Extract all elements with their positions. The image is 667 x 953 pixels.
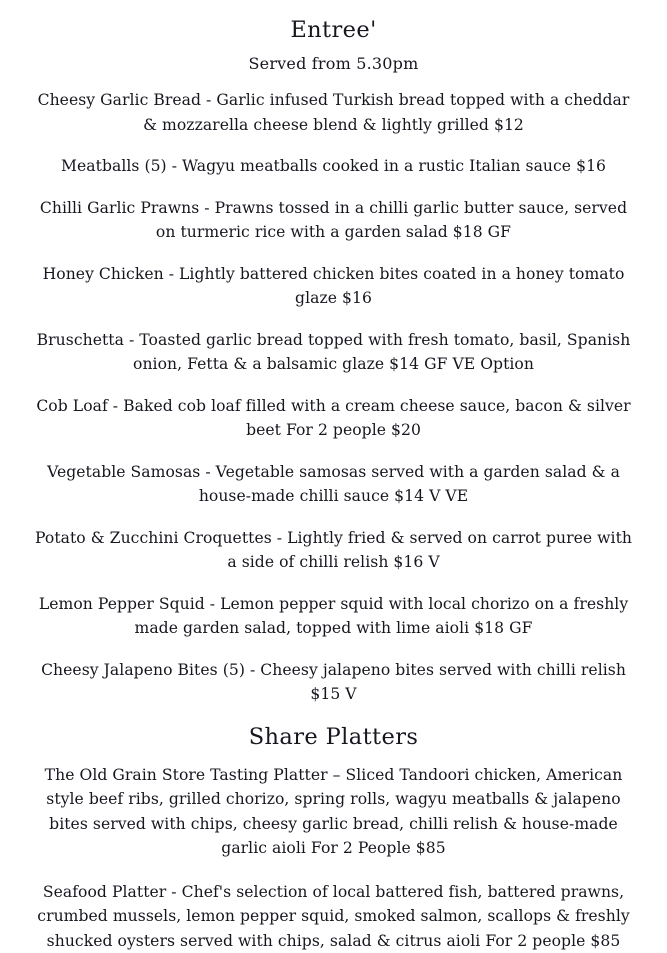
platter-item-old-grain-store-tasting-platter: The Old Grain Store Tasting Platter – Sliced Tandoori chicken, American style beef ribs, grilled chorizo, spring rolls, wagyu meatballs & jalapeno bites served with chips, cheesy garlic bread, chilli relish & house-made garlic aioli For 2 People $85: [22, 763, 645, 861]
platter-item-seafood-platter: Seafood Platter - Chef's selection of local battered fish, battered prawns, crumbed mussels, lemon pepper squid, smoked salmon, scallops & freshly shucked oysters served with chips, salad & citrus aioli For 2 people $85: [22, 880, 645, 953]
menu-item-cheesy-jalapeno-bites: Cheesy Jalapeno Bites (5) - Cheesy jalapeno bites served with chilli relish $15 V: [22, 658, 645, 707]
menu-item-cob-loaf: Cob Loaf - Baked cob loaf filled with a cream cheese sauce, bacon & silver beet For 2 people $20: [22, 394, 645, 443]
menu-item-meatballs: Meatballs (5) - Wagyu meatballs cooked in a rustic Italian sauce $16: [22, 154, 645, 179]
menu-item-vegetable-samosas: Vegetable Samosas - Vegetable samosas served with a garden salad & a house-made chilli sauce $14 V VE: [22, 460, 645, 509]
menu-item-cheesy-garlic-bread: Cheesy Garlic Bread - Garlic infused Turkish bread topped with a cheddar & mozzarella cheese blend & lightly grilled $12: [22, 88, 645, 137]
entree-section-title: Entree': [22, 16, 645, 44]
menu-item-potato-zucchini-croquettes: Potato & Zucchini Croquettes - Lightly fried & served on carrot puree with a side of chilli relish $16 V: [22, 526, 645, 575]
menu-item-bruschetta: Bruschetta - Toasted garlic bread topped with fresh tomato, basil, Spanish onion, Fetta & a balsamic glaze $14 GF VE Option: [22, 328, 645, 377]
served-from-note: Served from 5.30pm: [22, 53, 645, 75]
menu-item-chilli-garlic-prawns: Chilli Garlic Prawns - Prawns tossed in a chilli garlic butter sauce, served on turmeric rice with a garden salad $18 GF: [22, 196, 645, 245]
menu-item-lemon-pepper-squid: Lemon Pepper Squid - Lemon pepper squid with local chorizo on a freshly made garden salad, topped with lime aioli $18 GF: [22, 592, 645, 641]
menu-item-honey-chicken: Honey Chicken - Lightly battered chicken bites coated in a honey tomato glaze $16: [22, 262, 645, 311]
share-platters-section-title: Share Platters: [22, 723, 645, 751]
